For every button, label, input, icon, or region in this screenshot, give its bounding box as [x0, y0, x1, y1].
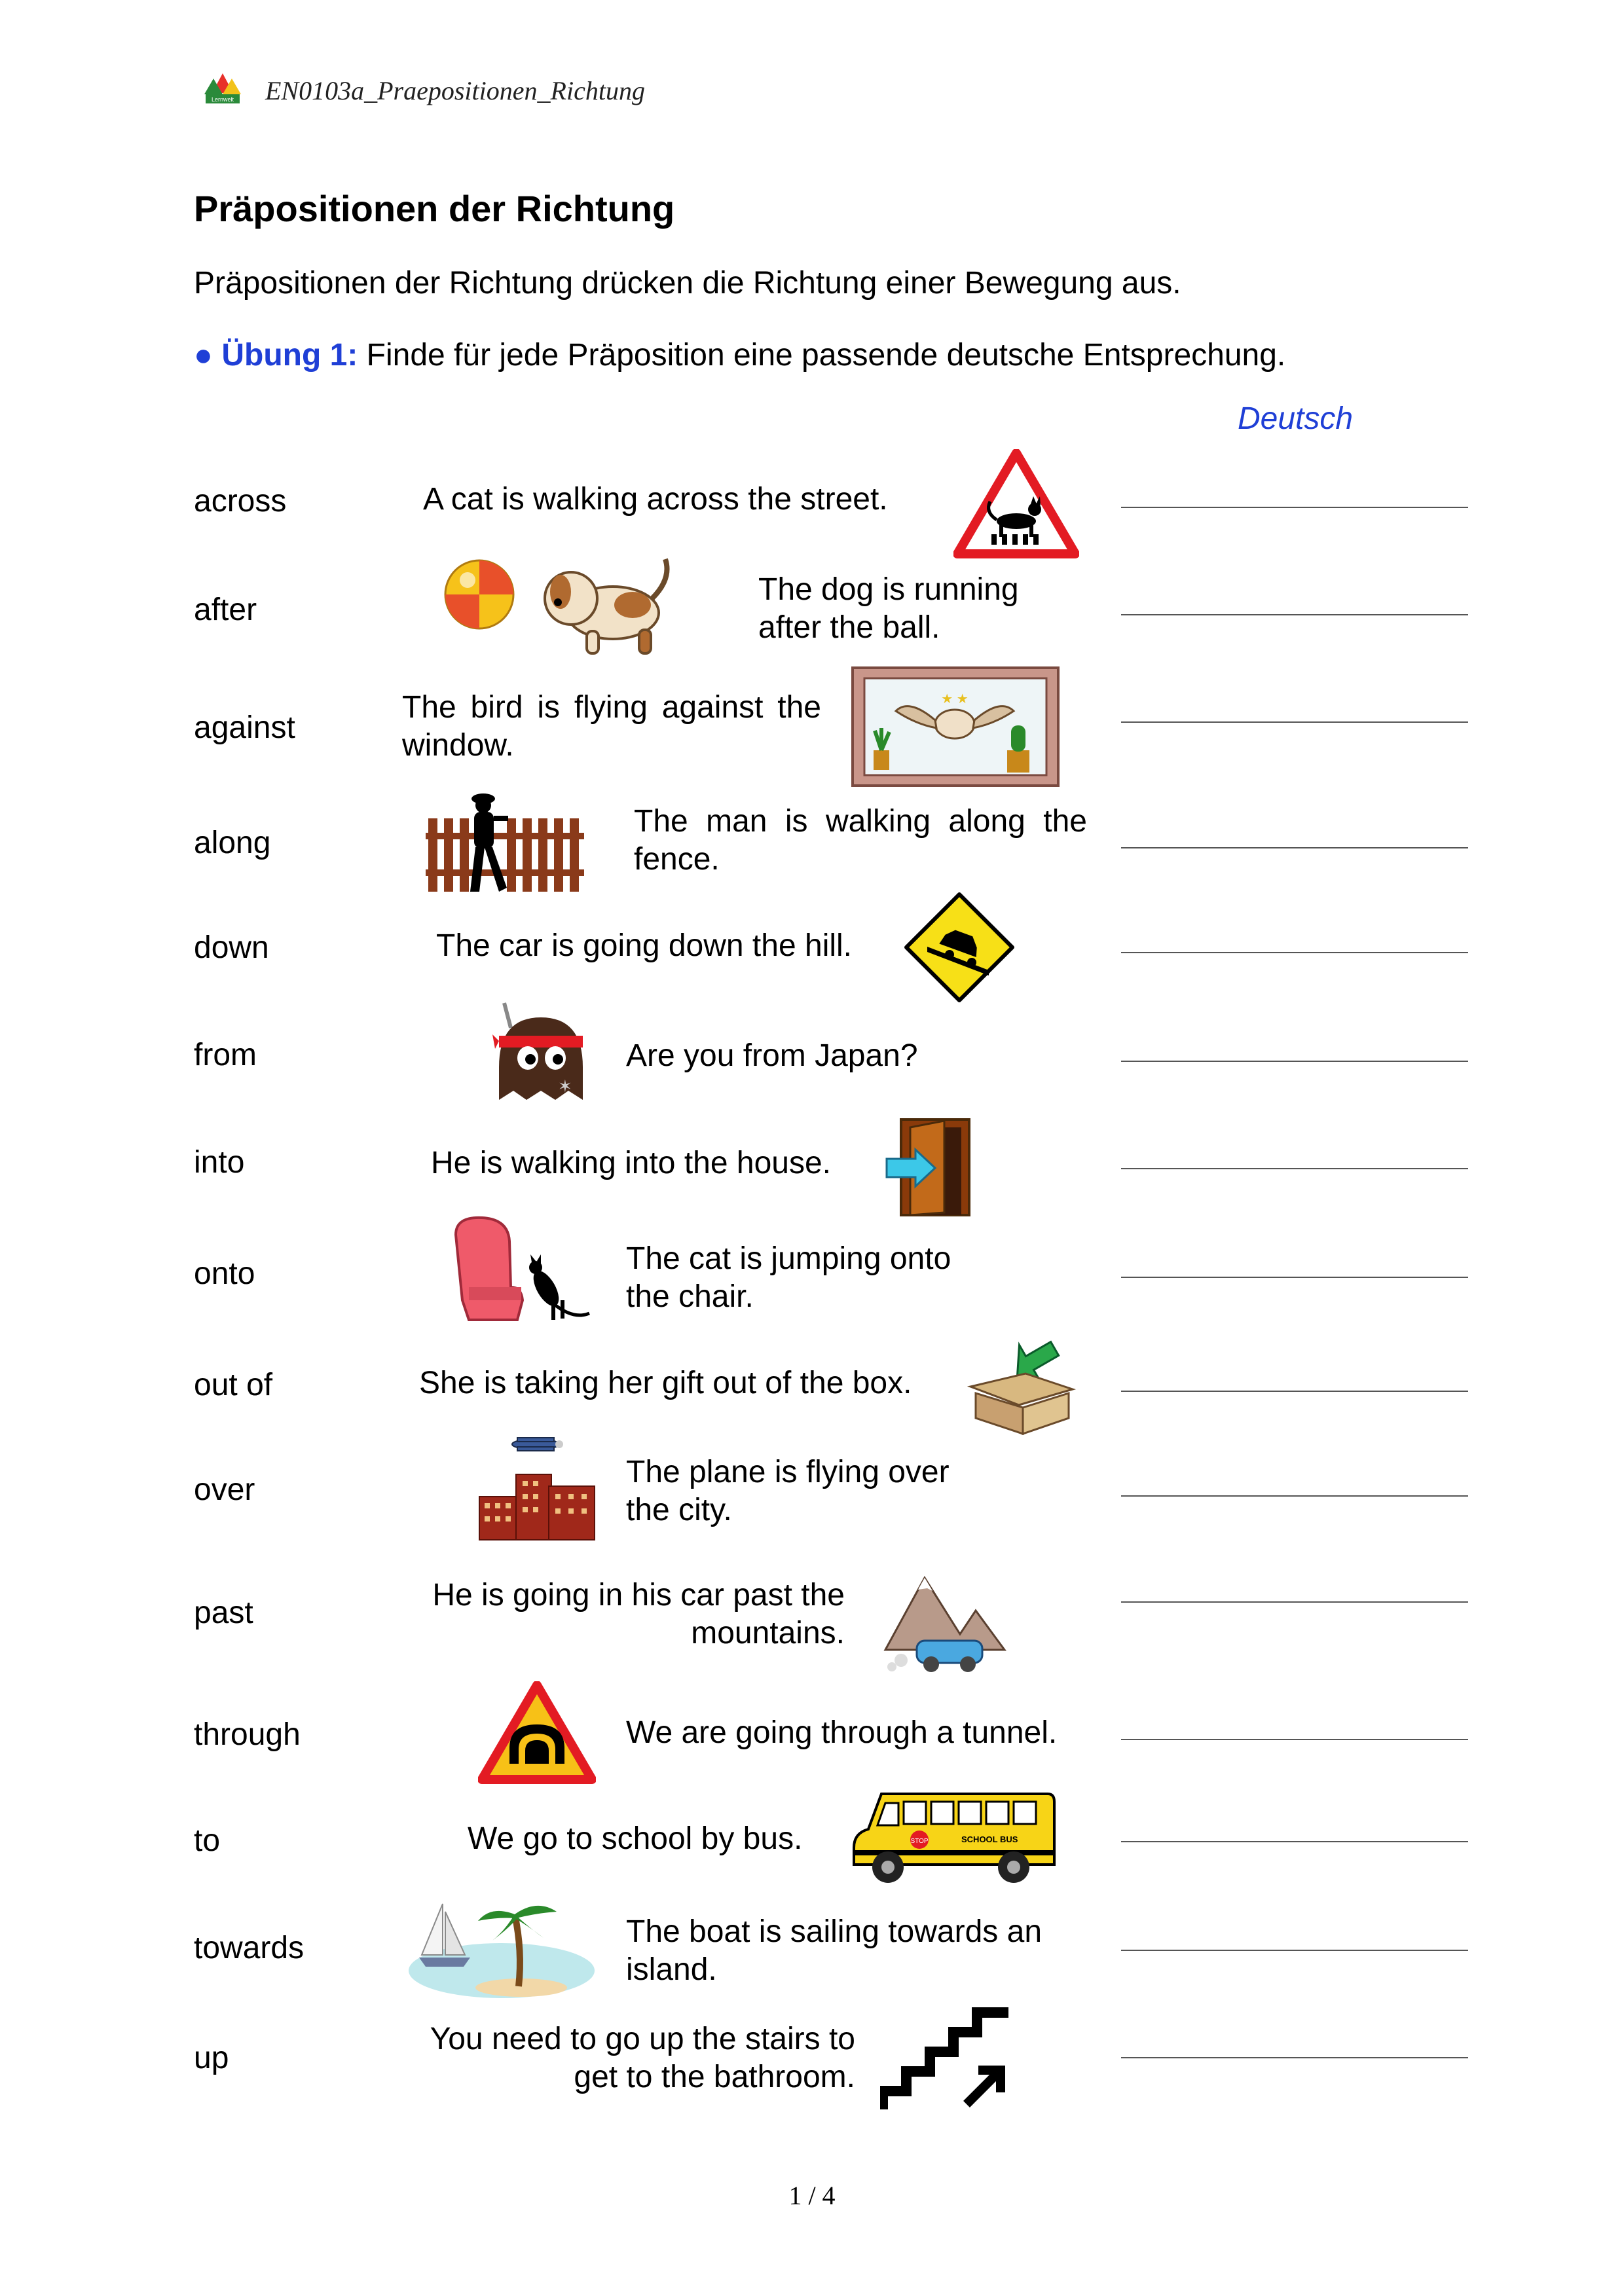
cat-crossing-sign-icon: [953, 449, 1079, 559]
preposition-word: into: [194, 1145, 245, 1180]
preposition-word: through: [194, 1717, 301, 1752]
lernwelt-logo-icon: [203, 72, 242, 106]
preposition-word: out of: [194, 1368, 273, 1402]
example-sentence: She is taking her gift out of the box.: [419, 1366, 912, 1400]
answer-line[interactable]: [1121, 1495, 1468, 1497]
preposition-word: onto: [194, 1256, 255, 1291]
intro-text: Präpositionen der Richtung drücken die Richtung einer Bewegung aus.: [194, 266, 1181, 301]
preposition-word: over: [194, 1472, 255, 1507]
bus-label: SCHOOL BUS: [961, 1834, 1018, 1844]
answer-line[interactable]: [1121, 2057, 1468, 2058]
answer-line[interactable]: [1121, 721, 1468, 723]
cat-chair-icon: [449, 1215, 593, 1324]
preposition-word: after: [194, 592, 257, 627]
example-sentence: The plane is flying over the city.: [626, 1455, 950, 1527]
preposition-word: from: [194, 1038, 257, 1072]
answer-line[interactable]: [1121, 1061, 1468, 1062]
steep-hill-sign-icon: [904, 892, 1015, 1003]
man-fence-icon: [426, 790, 584, 894]
example-sentence: The dog is running after the ball.: [758, 572, 1019, 645]
svg-text:★ ★: ★ ★: [941, 692, 969, 706]
door-arrow-icon: [881, 1117, 973, 1218]
tunnel-sign-icon: [478, 1681, 596, 1786]
bird-window-icon: [850, 665, 1061, 788]
logo-text: Lernwelt: [211, 96, 234, 103]
example-sentence: Are you from Japan?: [626, 1038, 918, 1073]
example-sentence: We go to school by bus.: [468, 1821, 803, 1856]
example-sentence: He is going in his car past the mountains.: [432, 1578, 845, 1650]
example-sentence: The bird is flying against the window.: [402, 690, 821, 763]
preposition-word: down: [194, 930, 269, 965]
ninja-icon: [492, 1002, 589, 1104]
svg-text:✶: ✶: [558, 1076, 572, 1096]
preposition-word: along: [194, 826, 271, 860]
answer-line[interactable]: [1121, 952, 1468, 953]
preposition-word: up: [194, 2041, 229, 2075]
example-sentence: The man is walking along the fence.: [634, 804, 1087, 877]
ball-icon: [441, 556, 517, 632]
preposition-word: past: [194, 1595, 253, 1630]
answer-line[interactable]: [1121, 847, 1468, 848]
answer-line[interactable]: [1121, 507, 1468, 508]
preposition-word: towards: [194, 1931, 304, 1965]
answer-line[interactable]: [1121, 1601, 1468, 1603]
plane-city-icon: [477, 1431, 597, 1542]
example-sentence: He is walking into the house.: [431, 1146, 832, 1180]
answer-line[interactable]: [1121, 1391, 1468, 1392]
school-bus-icon: [849, 1787, 1056, 1889]
preposition-word: across: [194, 484, 287, 519]
car-mountains-icon: [881, 1571, 1007, 1675]
preposition-word: against: [194, 710, 295, 745]
task-instruction: [194, 337, 1285, 373]
example-sentence: A cat is walking across the street.: [423, 482, 888, 517]
example-sentence: The car is going down the hill.: [436, 928, 853, 963]
answer-line[interactable]: [1121, 1168, 1468, 1169]
example-sentence: The boat is sailing towards an island.: [626, 1914, 1043, 1987]
document-id: EN0103a_Praepositionen_Richtung: [265, 76, 645, 105]
page-number: 1 / 4: [788, 2181, 836, 2210]
page-title: Präpositionen der Richtung: [194, 188, 675, 229]
answer-line[interactable]: [1121, 1950, 1468, 1951]
boat-island-icon: [406, 1892, 597, 2002]
example-sentence: You need to go up the stairs to get to the bathroom.: [430, 2022, 855, 2094]
answer-line[interactable]: [1121, 1277, 1468, 1278]
box-arrow-icon: [967, 1332, 1077, 1436]
column-header-deutsch: Deutsch: [1238, 401, 1354, 436]
answer-line[interactable]: [1121, 1841, 1468, 1842]
example-sentence: We are going through a tunnel.: [626, 1715, 1058, 1750]
example-sentence: The cat is jumping onto the chair.: [626, 1241, 951, 1314]
task-bullet: ●: [194, 338, 213, 373]
answer-line[interactable]: [1121, 1739, 1468, 1740]
stop-sign-label: STOP: [910, 1838, 929, 1845]
dog-chasing-ball-icon: [534, 553, 682, 660]
answer-line[interactable]: [1121, 614, 1468, 615]
task-text: Finde für jede Präposition eine passende deutsche Entsprechung.: [358, 338, 1286, 373]
stairs-up-icon: [880, 1998, 1016, 2113]
preposition-word: to: [194, 1823, 221, 1858]
task-label: Übung 1:: [221, 338, 358, 373]
